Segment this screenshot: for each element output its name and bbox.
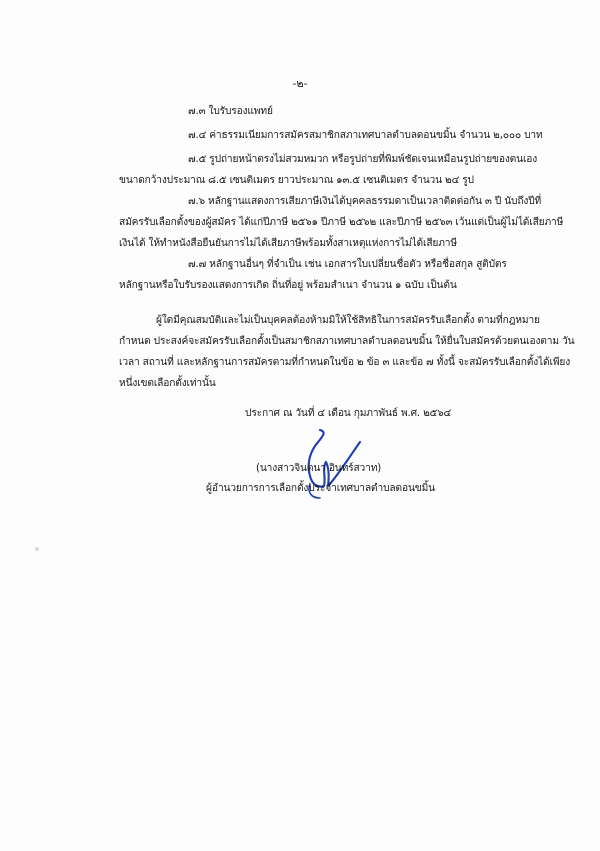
notice-line-4: หนึ่งเขตเลือกตั้งเท่านั้น: [119, 378, 216, 389]
signer-name: (นางสาวจินตนา อินทร์สวาท): [256, 463, 382, 474]
item-7-3: ๗.๓ ใบรับรองแพทย์: [188, 106, 273, 117]
item-7-5-line-1: ๗.๕ รูปถ่ายหน้าตรงไม่สวมหมวก หรือรูปถ่ายที่พิมพ์ชัดเจนเหมือนรูปถ่ายของตนเอง: [188, 154, 538, 165]
announcement-date: ประกาศ ณ วันที่ ๔ เดือน กุมภาพันธ์ พ.ศ. ๒๕๖๔: [245, 408, 452, 419]
item-7-4: ๗.๔ ค่าธรรมเนียมการสมัครสมาชิกสภาเทศบาลตำบลดอนขมิ้น จำนวน ๒,๐๐๐ บาท: [188, 130, 543, 141]
item-7-6-line-3: เงินได้ ให้ทำหนังสือยืนยันการไม่ได้เสียภาษีพร้อมทั้งสาเหตุแห่งการไม่ได้เสียภาษี: [119, 238, 457, 249]
notice-line-1: ผู้ใดมีคุณสมบัติและไม่เป็นบุคคลต้องห้ามมิให้ใช้สิทธิในการสมัครรับเลือกตั้ง ตามที่กฎหมาย: [156, 315, 540, 326]
signer-position: ผู้อำนวยการการเลือกตั้งประจำเทศบาลตำบลดอนขมิ้น: [206, 483, 435, 494]
scan-speck: [35, 547, 39, 551]
page-number: -๒-: [292, 77, 308, 90]
notice-line-3: เวลา สถานที่ และหลักฐานการสมัครตามที่กำหนดในข้อ ๒ ข้อ ๓ และข้อ ๗ ทั้งนี้ จะสมัครรับเลือกตั้งได้เพียง: [119, 357, 571, 368]
item-7-5-line-2: ขนาดกว้างประมาณ ๘.๕ เซนติเมตร ยาวประมาณ ๑๓.๕ เซนติเมตร จำนวน ๒๔ รูป: [119, 175, 474, 186]
notice-line-2: กำหนด ประสงค์จะสมัครรับเลือกตั้งเป็นสมาชิกสภาเทศบาลตำบลดอนขมิ้น ให้ยื่นใบสมัครด้วยตนเองตาม วัน: [119, 336, 575, 347]
item-7-7-line-2: หลักฐานหรือใบรับรองแสดงการเกิด ถิ่นที่อยู่ พร้อมสำเนา จำนวน ๑ ฉบับ เป็นต้น: [119, 280, 457, 291]
item-7-7-line-1: ๗.๗ หลักฐานอื่นๆ ที่จำเป็น เช่น เอกสารใบเปลี่ยนชื่อตัว หรือชื่อสกุล สูติบัตร: [188, 259, 507, 270]
item-7-6-line-2: สมัครรับเลือกตั้งของผู้สมัคร ได้แก่ปีภาษี ๒๕๖๑ ปีภาษี ๒๕๖๒ และปีภาษี ๒๕๖๓ เว้นแต่เป็นผู้ไม่ได้เสียภาษี: [119, 217, 564, 228]
item-7-6-line-1: ๗.๖ หลักฐานแสดงการเสียภาษีเงินได้บุคคลธรรมดาเป็นเวลาติดต่อกัน ๓ ปี นับถึงปีที่: [188, 196, 542, 207]
